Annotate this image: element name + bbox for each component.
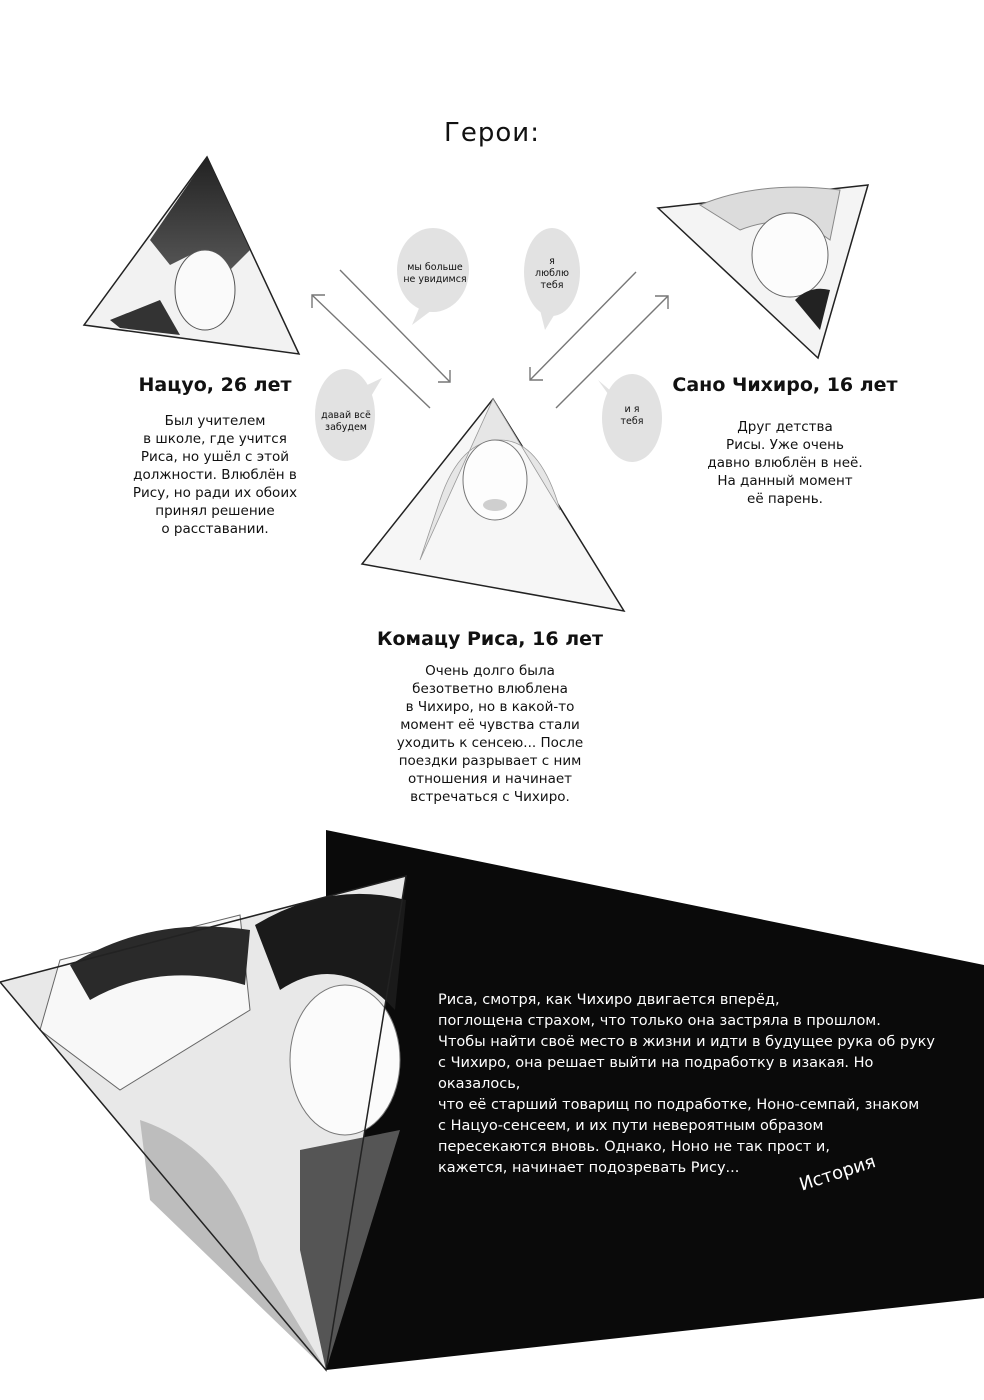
character-name-chihiro: Сано Чихиро, 16 лет [672, 374, 898, 396]
speech-bubble-text: мы больше не увидимся [403, 262, 467, 285]
speech-bubble-text: я люблю тебя [535, 256, 569, 291]
page-title: Герои: [444, 118, 540, 148]
character-description-risa: Очень долго была безответно влюблена в Чихиро, но в какой-то момент её чувства стали уходить к сенсею... После поездки разрывает с ним отношения и начинает встречаться с Чихиро. [396, 663, 584, 805]
character-description-chihiro: Друг детства Рисы. Уже очень давно влюблён в неё. На данный момент её парень. [707, 419, 863, 507]
story-label: История [796, 1151, 879, 1196]
natsuo-portrait [84, 157, 299, 354]
character-description-natsuo: Был учителем в школе, где учится Риса, но ушёл с этой должности. Влюблён в Рису, но ради их обоих принял решение о расставании. [132, 413, 298, 537]
story-text: Риса, смотря, как Чихиро двигается вперёд, поглощена страхом, что только она застряла в прошлом. Чтобы найти своё место в жизни и идти в будущее рука об руку с Чихиро, она решает выйти на подработку в изакая. Но оказалось, что её старший товарищ по подработке, Ноно-семпай, знаком с Нацуо-сенсеем, и их пути невероятным образом пересекаются вновь. Однако, Ноно не так прост и, кажется, начинает подозревать Рису... [438, 992, 936, 1176]
character-name-natsuo: Нацуо, 26 лет [138, 374, 292, 396]
chihiro-portrait [658, 185, 868, 358]
story-illustration [0, 876, 406, 1370]
character-name-risa: Комацу Риса, 16 лет [376, 628, 604, 650]
speech-bubble-text: давай всё забудем [321, 410, 371, 433]
risa-portrait [362, 399, 624, 611]
speech-bubble-text: и я тебя [620, 404, 644, 427]
